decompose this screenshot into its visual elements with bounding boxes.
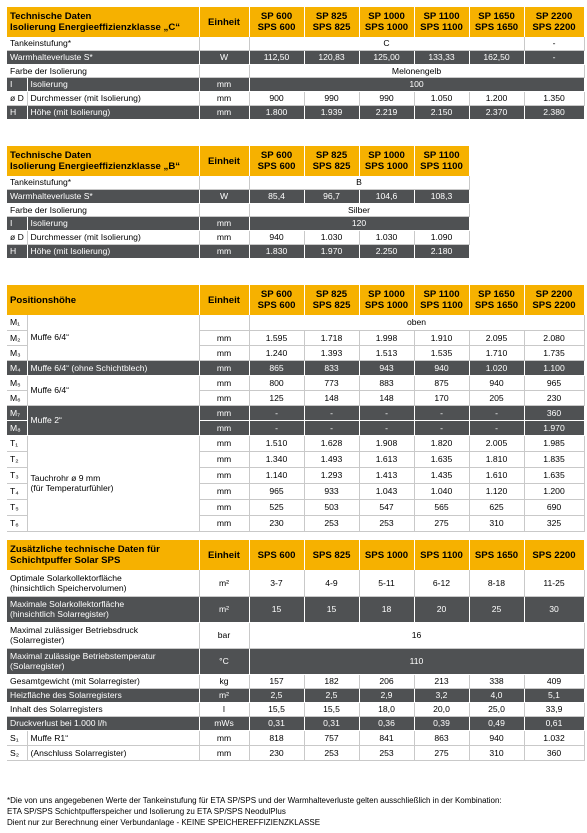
table-row: Tankeinstufung* B	[7, 176, 469, 189]
table3-col-header: SP 1000 SPS 1000	[359, 285, 414, 315]
table3-col-header: SP 1650 SPS 1650	[469, 285, 524, 315]
table2-col-header: SP 1100 SPS 1100	[414, 146, 469, 176]
table1-unit-header: Einheit	[199, 7, 249, 37]
table4-col-header: SPS 1650	[469, 540, 524, 570]
footnote-line: *Die von uns angegebenen Werte der Tankeinstufung für ETA SP/SPS und der Warmhalteverluste gelten ausschließlich in der Kombination:	[7, 796, 502, 805]
table4-col-header: SPS 825	[304, 540, 359, 570]
table-row: Gesamtgewicht (mit Solarregister) kg 157 182 206 213 338 409	[7, 674, 584, 688]
table-row: Farbe der Isolierung Melonengelb	[7, 64, 584, 77]
table-row: T₁ Tauchrohr ø 9 mm (für Temperaturfühler) mm 1.510 1.628 1.908 1.820 2.005 1.985	[7, 435, 584, 451]
table-row: ø D Durchmesser (mit Isolierung) mm 940 1.030 1.030 1.090	[7, 230, 469, 244]
table2-col-header: SP 825 SPS 825	[304, 146, 359, 176]
table2-col-header: SP 1000 SPS 1000	[359, 146, 414, 176]
table4-col-header: SPS 1100	[414, 540, 469, 570]
table-row: S₁ Muffe R1“ mm 818 757 841 863 940 1.032	[7, 730, 584, 745]
table2-unit-header: Einheit	[199, 146, 249, 176]
table2-title: Technische Daten Isolierung Energieeffizienzklasse „B“	[7, 146, 199, 176]
table-row: Warmhalteverluste S* W 85,4 96,7 104,6 108,3	[7, 189, 469, 203]
table3-col-header: SP 825 SPS 825	[304, 285, 359, 315]
table-row: Optimale Solarkollektorfläche (hinsichtlich Speichervolumen) m² 3-7 4-9 5-11 6-12 8-18 11-25	[7, 570, 584, 596]
table-row: T₄ mm 965 933 1.043 1.040 1.120 1.200	[7, 483, 584, 499]
table-row: Farbe der Isolierung Silber	[7, 203, 469, 216]
table-row: M₅ Muffe 6/4“ mm 800 773 883 875 940 965	[7, 375, 584, 390]
table-row: T₃ mm 1.140 1.293 1.413 1.435 1.610 1.635	[7, 467, 584, 483]
table3-col-header: SP 600 SPS 600	[249, 285, 304, 315]
table-row: Maximal zulässige Betriebstemperatur (Solarregister) °C 110	[7, 648, 584, 674]
footnote-line: ETA SP/SPS Schichtpufferspeicher und Isolierung zu ETA SP/SPS NeodulPlus	[7, 807, 286, 816]
table1-col-header: SP 600 SPS 600	[249, 7, 304, 37]
table1-col-header: SP 825 SPS 825	[304, 7, 359, 37]
table-row: Warmhalteverluste S* W 112,50 120,83 125,00 133,33 162,50 -	[7, 50, 584, 64]
table1-col-header: SP 2200 SPS 2200	[524, 7, 584, 37]
footnote-line: Dient nur zur Berechnung einer Verbundanlage - KEINE SPEICHEREFFIZIENZKLASSE	[7, 818, 321, 827]
table-solar-sps	[7, 540, 585, 761]
table-row: Maximale Solarkollektorfläche (hinsichtlich Solarregister) m² 15 15 18 20 25 30	[7, 596, 584, 622]
table-row: M₃ mm 1.240 1.393 1.513 1.535 1.710 1.735	[7, 345, 584, 360]
table3-col-header: SP 2200 SPS 2200	[524, 285, 584, 315]
table1-col-header: SP 1000 SPS 1000	[359, 7, 414, 37]
table-row: I Isolierung mm 120	[7, 216, 469, 230]
table-row: T₆ mm 230 253 253 275 310 325	[7, 515, 584, 531]
table2-col-header: SP 600 SPS 600	[249, 146, 304, 176]
table4-col-header: SPS 1000	[359, 540, 414, 570]
table4-col-header: SPS 600	[249, 540, 304, 570]
table-row: S₂ (Anschluss Solarregister) mm 230 253 253 275 310 360	[7, 745, 584, 760]
table1-col-header: SP 1650 SPS 1650	[469, 7, 524, 37]
table-row: Maximal zulässiger Betriebsdruck (Solarregister) bar 16	[7, 622, 584, 648]
table-row: T₅ mm 525 503 547 565 625 690	[7, 499, 584, 515]
table3-unit-header: Einheit	[199, 285, 249, 315]
table-row: T₂ mm 1.340 1.493 1.613 1.635 1.810 1.835	[7, 451, 584, 467]
table4-col-header: SPS 2200	[524, 540, 584, 570]
table-efficiency-c	[7, 7, 585, 120]
table-row: M₂ mm 1.595 1.718 1.998 1.910 2.095 2.080	[7, 330, 584, 345]
table-row: M₇ Muffe 2“ mm - - - - - 360	[7, 405, 584, 420]
table-row: M₆ mm 125 148 148 170 205 230	[7, 390, 584, 405]
table-row: Tankeinstufung* C -	[7, 37, 584, 50]
table-row: Heizfläche des Solarregisters m² 2,5 2,5 2,9 3,2 4,0 5,1	[7, 688, 584, 702]
table1-col-header: SP 1100 SPS 1100	[414, 7, 469, 37]
footnote	[7, 795, 587, 828]
table-row: Druckverlust bei 1.000 l/h mWs 0,31 0,31 0,36 0,39 0,49 0,61	[7, 716, 584, 730]
table-row: Inhalt des Solarregisters l 15,5 15,5 18,0 20,0 25,0 33,9	[7, 702, 584, 716]
table-row: M₄ Muffe 6/4“ (ohne Schichtblech) mm 865 833 943 940 1.020 1.100	[7, 360, 584, 375]
table3-col-header: SP 1100 SPS 1100	[414, 285, 469, 315]
table-row: I Isolierung mm 100	[7, 77, 584, 91]
table-row: H Höhe (mit Isolierung) mm 1.800 1.939 2.219 2.150 2.370 2.380	[7, 105, 584, 119]
table3-title: Positionshöhe	[7, 285, 199, 315]
table1-title: Technische Daten Isolierung Energieeffizienzklasse „C“	[7, 7, 199, 37]
table-row: M₁ Muffe 6/4“ oben	[7, 315, 584, 330]
table-row: ø D Durchmesser (mit Isolierung) mm 900 990 990 1.050 1.200 1.350	[7, 91, 584, 105]
table-row: H Höhe (mit Isolierung) mm 1.830 1.970 2.250 2.180	[7, 244, 469, 258]
table4-title: Zusätzliche technische Daten für Schichtpuffer Solar SPS	[7, 540, 199, 570]
table-position-heights	[7, 285, 585, 532]
table4-unit-header: Einheit	[199, 540, 249, 570]
table-efficiency-b	[7, 146, 470, 259]
table-row: M₈ mm - - - - - 1.970	[7, 420, 584, 435]
